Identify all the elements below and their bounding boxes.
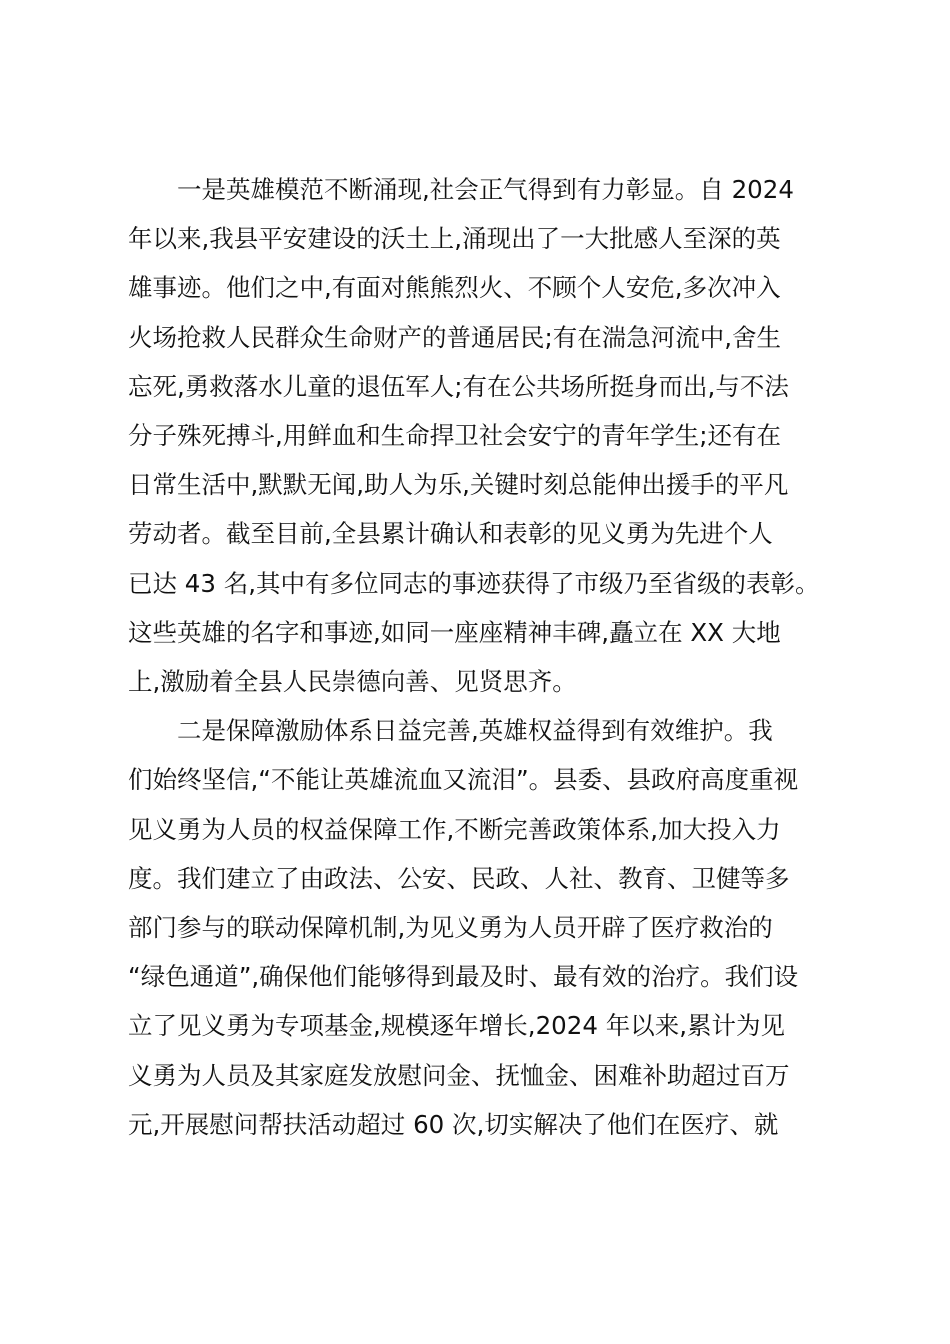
text-line: 劳动者。截至目前,全县累计确认和表彰的见义勇为先进个人 [128, 519, 773, 549]
paragraph-protection [128, 706, 828, 1149]
text-line: 义勇为人员及其家庭发放慰问金、抚恤金、困难补助超过百万 [128, 1060, 790, 1090]
text-line: “绿色通道”,确保他们能够得到最及时、最有效的治疗。我们设 [128, 962, 799, 992]
text-line: 分子殊死搏斗,用鲜血和生命捍卫社会安宁的青年学生;还有在 [128, 421, 782, 451]
text-line: 日常生活中,默默无闻,助人为乐,关键时刻总能伸出援手的平凡 [128, 470, 789, 500]
text-line: 二是保障激励体系日益完善,英雄权益得到有效维护。我 [177, 716, 773, 746]
text-line: 年以来,我县平安建设的沃土上,涌现出了一大批感人至深的英 [128, 224, 781, 254]
text-line: 元,开展慰问帮扶活动超过 60 次,切实解决了他们在医疗、就 [128, 1109, 779, 1139]
text-line: 一是英雄模范不断涌现,社会正气得到有力彰显。自 2024 [177, 175, 794, 204]
text-line: 忘死,勇救落水儿童的退伍军人;有在公共场所挺身而出,与不法 [128, 371, 789, 401]
text-line: 雄事迹。他们之中,有面对熊熊烈火、不顾个人安危,多次冲入 [128, 273, 781, 303]
text-line: 已达 43 名,其中有多位同志的事迹获得了市级乃至省级的表彰。 [128, 568, 820, 598]
text-line: 见义勇为人员的权益保障工作,不断完善政策体系,加大投入力 [128, 814, 781, 844]
text-line: 这些英雄的名字和事迹,如同一座座精神丰碑,矗立在 XX 大地 [128, 617, 781, 647]
text-line: 们始终坚信,“不能让英雄流血又流泪”。县委、县政府高度重视 [128, 765, 799, 795]
text-line: 部门参与的联动保障机制,为见义勇为人员开辟了医疗救治的 [128, 913, 773, 943]
text-line: 上,激励着全县人民崇德向善、见贤思齐。 [128, 667, 577, 697]
document-body [128, 165, 828, 1149]
paragraph-heroes [128, 165, 828, 706]
text-line: 立了见义勇为专项基金,规模逐年增长,2024 年以来,累计为见 [128, 1011, 785, 1041]
text-line: 度。我们建立了由政法、公安、民政、人社、教育、卫健等多 [128, 863, 790, 893]
text-line: 火场抢救人民群众生命财产的普通居民;有在湍急河流中,舍生 [128, 322, 782, 352]
